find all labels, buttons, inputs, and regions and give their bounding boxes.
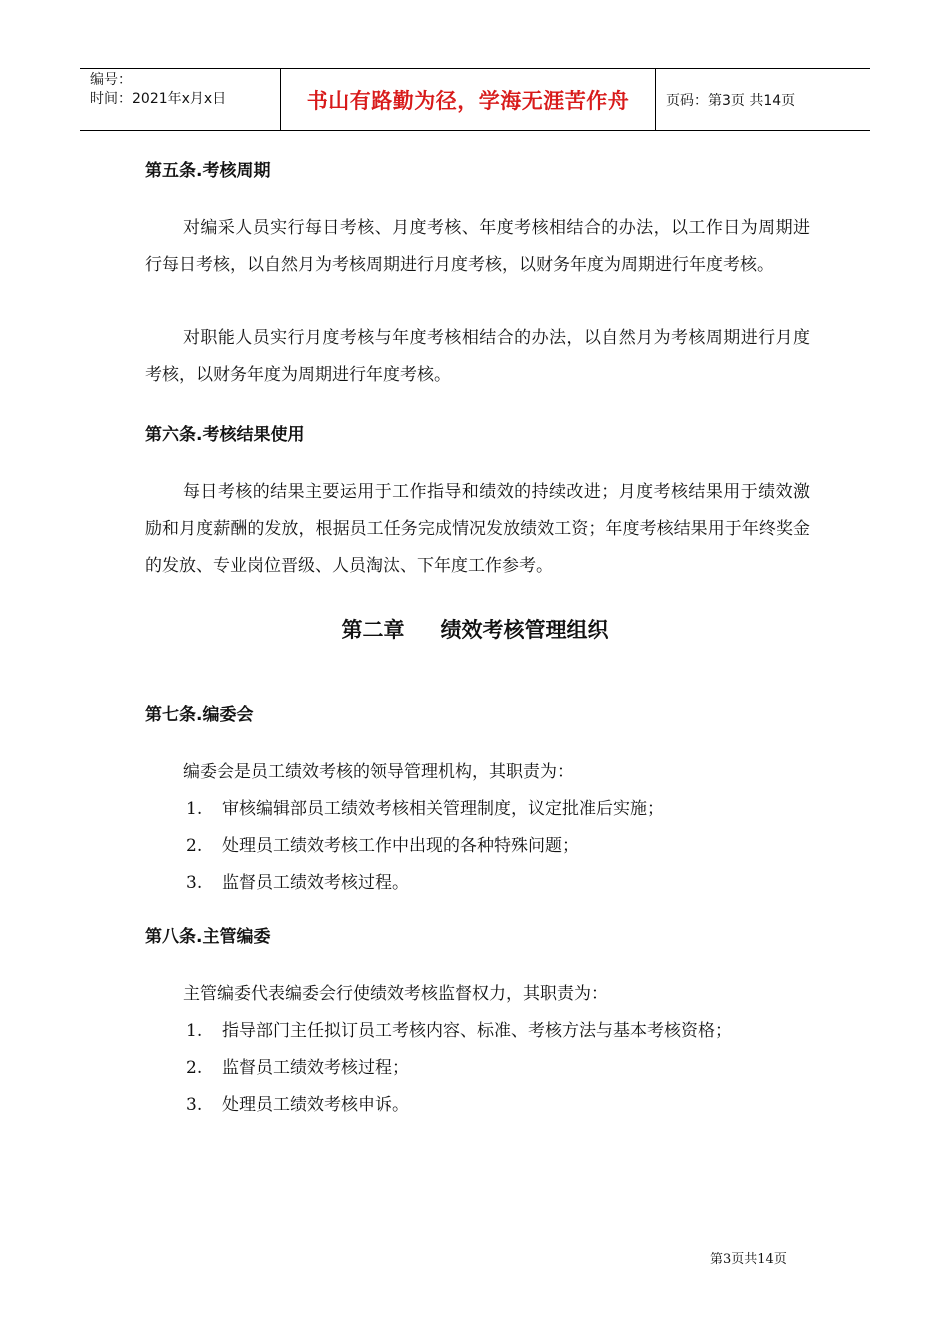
list-item: 1. 审核编辑部员工绩效考核相关管理制度，议定批准后实施； bbox=[186, 799, 664, 819]
list-item: 2. 监督员工绩效考核过程； bbox=[186, 1058, 409, 1078]
section-6-title: 第六条.考核结果使用 bbox=[145, 425, 305, 445]
header-page-number: 页码：第3页 共14页 bbox=[666, 92, 796, 109]
section-7-duty-list bbox=[186, 791, 664, 902]
section-5-title: 第五条.考核周期 bbox=[145, 161, 271, 181]
list-item: 3. 监督员工绩效考核过程。 bbox=[186, 873, 409, 893]
chapter-heading bbox=[0, 614, 950, 644]
section-5-paragraph-2: 对职能人员实行月度考核与年度考核相结合的办法，以自然月为考核周期进行月度考核，以财务年度为周期进行年度考核。 bbox=[145, 328, 810, 385]
chapter-title: 绩效考核管理组织 bbox=[440, 618, 609, 642]
header-meta bbox=[80, 69, 281, 130]
chapter-number: 第二章 bbox=[341, 618, 405, 642]
section-7-title: 第七条.编委会 bbox=[145, 705, 254, 725]
section-6-paragraph-1: 每日考核的结果主要运用于工作指导和绩效的持续改进；月度考核结果用于绩效激励和月度薪酬的发放，根据员工任务完成情况发放绩效工资；年度考核结果用于年终奖金的发放、专业岗位晋级、人员淘汰、下年度工作参考。 bbox=[145, 482, 810, 576]
header-motto: 书山有路勤为径，学海无涯苦作舟 bbox=[281, 69, 656, 130]
section-8-duty-list bbox=[186, 1013, 732, 1124]
section-5-paragraph-1: 对编采人员实行每日考核、月度考核、年度考核相结合的办法，以工作日为周期进行每日考核，以自然月为考核周期进行月度考核，以财务年度为周期进行年度考核。 bbox=[145, 218, 810, 275]
section-8-title: 第八条.主管编委 bbox=[145, 927, 271, 947]
list-item: 1. 指导部门主任拟订员工考核内容、标准、考核方法与基本考核资格； bbox=[186, 1021, 732, 1041]
list-item: 2. 处理员工绩效考核工作中出现的各种特殊问题； bbox=[186, 836, 579, 856]
page-footer: 第3页共14页 bbox=[710, 1252, 787, 1267]
section-8-intro: 主管编委代表编委会行使绩效考核监督权力，其职责为： bbox=[183, 984, 608, 1004]
list-item: 3. 处理员工绩效考核申诉。 bbox=[186, 1095, 409, 1115]
date-label: 时间：2021年x月x日 bbox=[90, 91, 227, 107]
page-header bbox=[80, 68, 870, 131]
serial-number-label: 编号： bbox=[90, 72, 132, 88]
section-7-intro: 编委会是员工绩效考核的领导管理机构，其职责为： bbox=[183, 762, 574, 782]
